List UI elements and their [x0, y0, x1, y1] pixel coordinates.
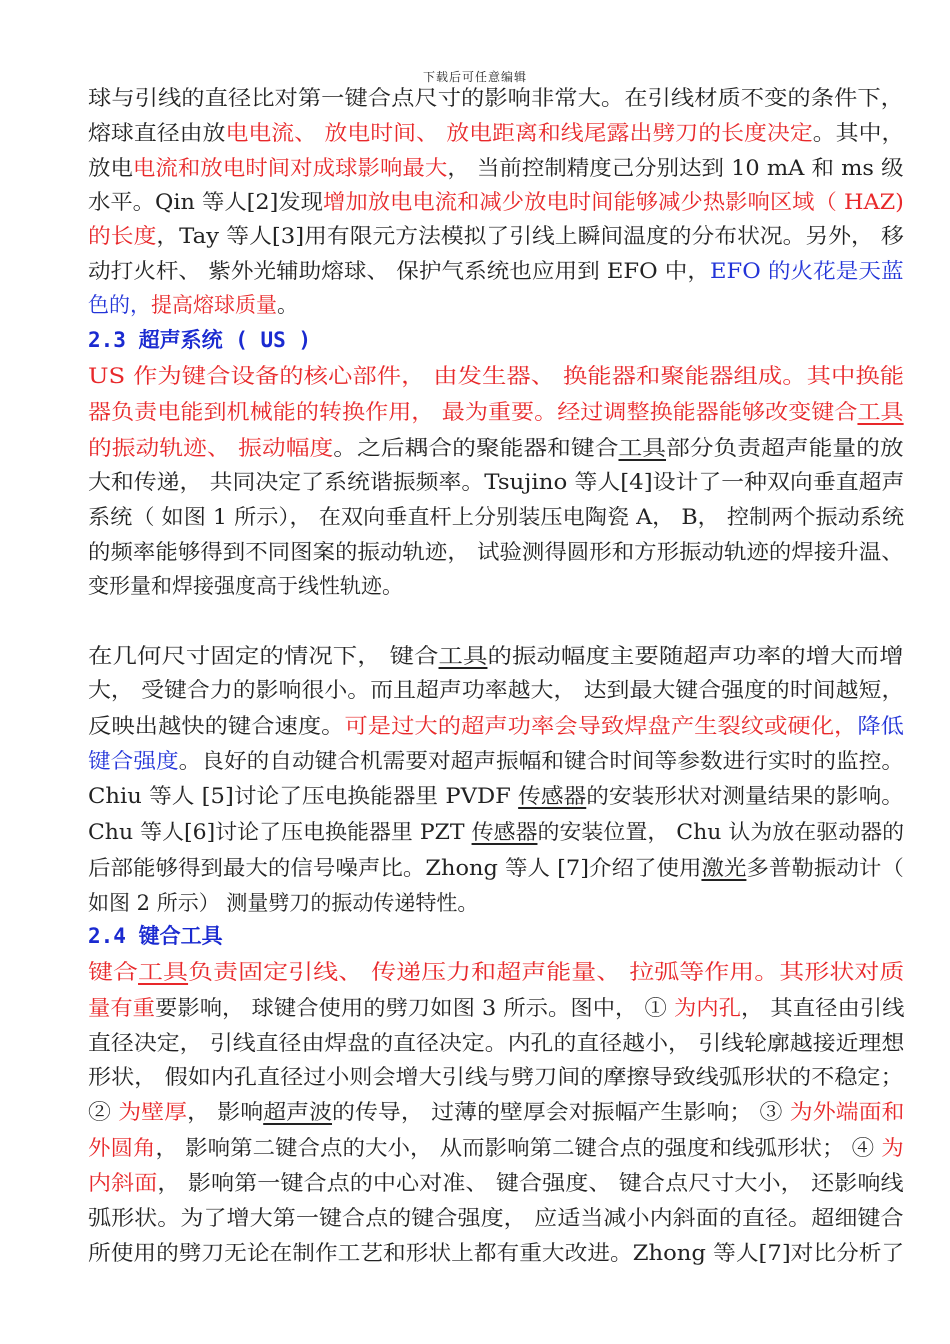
text-line — [88, 218, 904, 254]
text-run: 传感器 — [471, 820, 538, 844]
text-line — [88, 1094, 904, 1130]
text-run: 工具 — [857, 400, 904, 424]
text-line — [88, 287, 298, 323]
text-run: 。 — [277, 293, 298, 317]
text-line — [88, 322, 311, 358]
text-line — [88, 568, 403, 604]
text-line — [88, 464, 904, 500]
text-run: 激光 — [701, 856, 747, 880]
text-line — [88, 743, 904, 779]
text-run: ② — [88, 1100, 119, 1124]
text-run: 球与引线的直径比对第一键合点尺寸的影响非常大。在引线材质不变的条件下， — [88, 86, 904, 110]
text-run: 的振动幅度主要随超声功率的增大而增 — [487, 644, 904, 668]
text-run: 的安装形状对测量结果的影响。 — [586, 784, 904, 808]
text-run: ， 其直径由引线 — [740, 996, 905, 1020]
text-run: 降低 — [857, 714, 904, 738]
text-line — [88, 708, 904, 744]
text-line — [88, 184, 904, 220]
text-run: Chiu 等人 [5]讨论了压电换能器里 PVDF — [88, 784, 519, 808]
text-run: 工具 — [618, 436, 666, 460]
text-run: 如图 2 所示） 测量劈刀的振动传递特性。 — [88, 891, 479, 915]
text-run: 系统（ 如图 1 所示）， 在双向垂直杆上分别装压电陶瓷 A， B， 控制两个振动系统 — [88, 505, 905, 529]
text-line — [88, 253, 904, 289]
text-run: 放电 — [88, 156, 133, 180]
text-run: 为壁厚 — [118, 1100, 188, 1124]
text-run: 在几何尺寸固定的情况下， 键合 — [88, 644, 439, 668]
text-run: 为内孔 — [673, 996, 741, 1020]
text-run: 工具 — [138, 960, 189, 984]
text-run: 要影响， 球键合使用的劈刀如图 3 所示。图中， ① — [155, 996, 674, 1020]
text-run: 。之后耦合的聚能器和键合 — [333, 436, 619, 460]
text-run: 后部能够得到最大的信号噪声比。Zhong 等人 [7]介绍了使用 — [88, 856, 702, 880]
text-run: 为外端面和 — [789, 1100, 905, 1124]
text-run: 2.4 键合 — [88, 924, 181, 948]
text-line — [88, 990, 904, 1026]
text-run: 的长度 — [88, 224, 157, 248]
text-run: 内斜面 — [88, 1171, 158, 1195]
text-run: 所使用的劈刀无论在制作工艺和形状上都有重大改进。Zhong 等人[7]对比分析了 — [88, 1241, 905, 1265]
text-line — [88, 778, 904, 814]
text-line — [88, 814, 904, 850]
text-run: Chu 等人[6]讨论了压电换能器里 PZT — [88, 820, 472, 844]
text-run: 大和传递， 共同决定了系统谐振频率。Tsujino 等人[4]设计了一种双向垂直超声 — [88, 470, 905, 494]
text-line — [88, 1165, 904, 1201]
text-run: 负责固定引线、 传递压力和超声能量、 拉弧等作用。其形状对质 — [188, 960, 905, 984]
text-run: 反映出越快的键合速度。 — [88, 714, 345, 738]
text-line — [88, 1235, 904, 1271]
text-run: ， 当前控制精度己分别达到 10 mA 和 ms 级 — [447, 156, 904, 180]
text-run: 传感器 — [518, 784, 587, 808]
text-run: 形状， 假如内孔直径过小则会增大引线与劈刀间的摩擦导致线弧形状的不稳定； — [88, 1065, 904, 1089]
text-run: 大， 受键合力的影响很小。而且超声功率越大， 达到最大键合强度的时间越短， — [88, 678, 905, 702]
text-line — [88, 394, 904, 430]
text-run: 。良好的自动键合机需要对超声振幅和键合时间等参数进行实时的监控。 — [178, 749, 905, 773]
text-line — [88, 672, 904, 708]
text-line — [88, 1200, 904, 1236]
text-run: 键合强度 — [88, 749, 179, 773]
text-line — [88, 1025, 904, 1061]
text-run: 直径决定， 引线直径由焊盘的直径决定。内孔的直径越小， 引线轮廓越接近理想 — [88, 1031, 905, 1055]
text-run: US 作为键合设备的核心部件， 由发生器、 换能器和聚能器组成。其中换能 — [88, 364, 905, 388]
text-line — [88, 850, 904, 886]
text-run: 动打火杆、 紫外光辅助熔球、 保护气系统也应用到 EFO 中， — [88, 259, 711, 283]
text-line — [88, 638, 904, 674]
text-line — [88, 150, 904, 186]
text-run: 2.3 超声系统 ( US ) — [88, 328, 312, 352]
text-run: 超声波 — [263, 1100, 333, 1124]
text-run: 键合 — [88, 960, 139, 984]
text-line — [88, 885, 478, 921]
text-run: 增加放电电流和减少放电时间能够减少热影响区域（ HAZ) — [323, 190, 904, 214]
text-run: ， 影响第二键合点的大小， 从而影响第二键合点的强度和线弧形状； ④ — [155, 1136, 882, 1160]
text-run: 量有重 — [88, 996, 156, 1020]
text-run: 色的， — [88, 293, 151, 317]
text-line — [88, 1059, 904, 1095]
text-run: 。其中， — [812, 121, 905, 145]
text-line — [88, 954, 904, 990]
text-line — [88, 80, 904, 116]
text-run: 熔球直径由放 — [88, 121, 226, 145]
text-run: 为 — [881, 1136, 904, 1160]
text-run: 工具 — [180, 924, 223, 948]
text-line — [88, 358, 904, 394]
text-run: EFO 的火花是天蓝 — [710, 259, 904, 283]
text-run: 部分负责超声能量的放 — [665, 436, 904, 460]
text-run: 的频率能够得到不同图案的振动轨迹， 试验测得圆形和方形振动轨迹的焊接升温、 — [88, 540, 904, 564]
text-run: 工具 — [438, 644, 488, 668]
text-line — [88, 918, 223, 954]
text-run: 器负责电能到机械能的转换作用， 最为重要。经过调整换能器能够改变键合 — [88, 400, 858, 424]
text-run: 的传导， 过薄的壁厚会对振幅产生影响； ③ — [332, 1100, 790, 1124]
text-line — [88, 430, 904, 466]
page-header: 下载后可任意编辑 — [422, 70, 527, 84]
text-run: ， 影响第一键合点的中心对准、 键合强度、 键合点尺寸大小， 还影响线 — [157, 1171, 904, 1195]
text-run: 可是过大的超声功率会导致焊盘产生裂纹或硬化， — [344, 714, 858, 738]
text-run: ， 影响 — [187, 1100, 264, 1124]
text-run: 的振动轨迹、 振动幅度 — [88, 436, 334, 460]
text-run: 电电流、 放电时间、 放电距离和线尾露出劈刀的长度决定 — [225, 121, 813, 145]
text-run: 的安装位置， Chu 认为放在驱动器的 — [537, 820, 905, 844]
text-line — [88, 499, 904, 535]
text-run: 外圆角 — [88, 1136, 156, 1160]
text-line — [88, 534, 904, 570]
text-run: 多普勒振动计（ — [746, 856, 904, 880]
text-run: 提高熔球质量 — [151, 293, 277, 317]
text-run: 弧形状。为了增大第一键合点的键合强度， 应适当减小内斜面的直径。超细键合 — [88, 1206, 904, 1230]
text-run: ，Tay 等人[3]用有限元方法模拟了引线上瞬间温度的分布状况。另外， 移 — [156, 224, 904, 248]
text-line — [88, 1130, 904, 1166]
text-line — [88, 115, 904, 151]
text-run: 水平。Qin 等人[2]发现 — [88, 190, 324, 214]
text-run: 电流和放电时间对成球影响最大 — [132, 156, 448, 180]
text-run: 变形量和焊接强度高于线性轨迹。 — [88, 574, 403, 598]
